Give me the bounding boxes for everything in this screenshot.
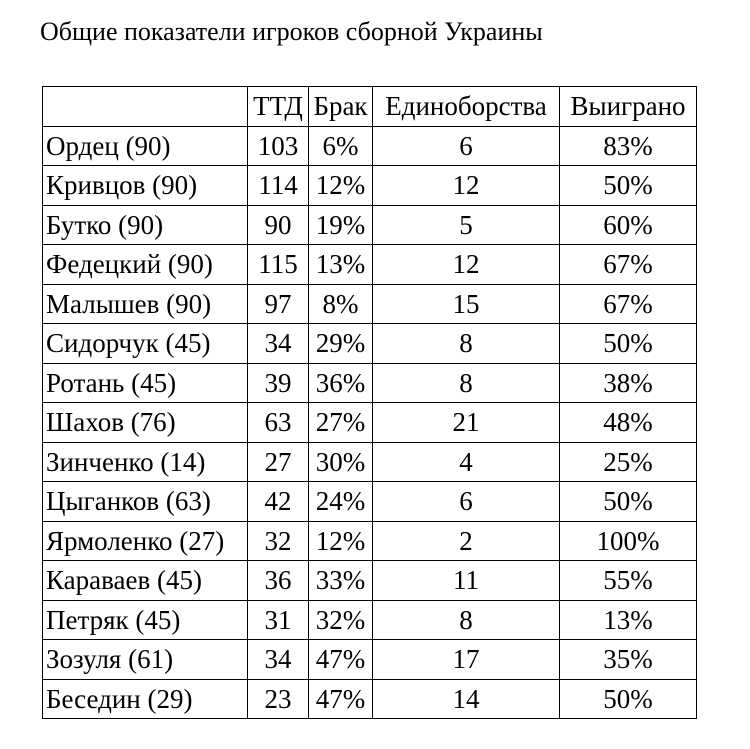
- brak-cell: 13%: [309, 245, 373, 285]
- table-header-row: [43, 87, 697, 127]
- player-name-cell: Сидорчук (45): [43, 324, 248, 364]
- duels-cell: 14: [373, 679, 560, 719]
- ttd-cell: 34: [248, 324, 309, 364]
- ttd-cell: 34: [248, 640, 309, 680]
- ttd-cell: 115: [248, 245, 309, 285]
- won-cell: 55%: [560, 561, 697, 601]
- table-row: [43, 679, 697, 719]
- player-name-cell: Зинченко (14): [43, 442, 248, 482]
- table-row: [43, 245, 697, 285]
- table-row: [43, 600, 697, 640]
- table-row: [43, 561, 697, 601]
- won-cell: 60%: [560, 205, 697, 245]
- header-ttd: ТТД: [248, 87, 309, 127]
- player-name-cell: Малышев (90): [43, 284, 248, 324]
- table-row: [43, 403, 697, 443]
- brak-cell: 19%: [309, 205, 373, 245]
- table-row: [43, 324, 697, 364]
- player-name-cell: Бутко (90): [43, 205, 248, 245]
- player-name-cell: Кривцов (90): [43, 166, 248, 206]
- player-name-cell: Ярмоленко (27): [43, 521, 248, 561]
- won-cell: 38%: [560, 363, 697, 403]
- brak-cell: 47%: [309, 679, 373, 719]
- brak-cell: 47%: [309, 640, 373, 680]
- brak-cell: 12%: [309, 521, 373, 561]
- table-row: [43, 482, 697, 522]
- brak-cell: 30%: [309, 442, 373, 482]
- table-row: [43, 521, 697, 561]
- header-duels: Единоборства: [373, 87, 560, 127]
- ttd-cell: 97: [248, 284, 309, 324]
- duels-cell: 6: [373, 126, 560, 166]
- ttd-cell: 27: [248, 442, 309, 482]
- duels-cell: 4: [373, 442, 560, 482]
- player-name-cell: Беседин (29): [43, 679, 248, 719]
- duels-cell: 6: [373, 482, 560, 522]
- duels-cell: 17: [373, 640, 560, 680]
- won-cell: 50%: [560, 166, 697, 206]
- brak-cell: 36%: [309, 363, 373, 403]
- ttd-cell: 31: [248, 600, 309, 640]
- player-name-cell: Цыганков (63): [43, 482, 248, 522]
- brak-cell: 12%: [309, 166, 373, 206]
- ttd-cell: 90: [248, 205, 309, 245]
- brak-cell: 32%: [309, 600, 373, 640]
- duels-cell: 12: [373, 245, 560, 285]
- table-row: [43, 284, 697, 324]
- player-name-cell: Ротань (45): [43, 363, 248, 403]
- player-name-cell: Ордец (90): [43, 126, 248, 166]
- ttd-cell: 42: [248, 482, 309, 522]
- brak-cell: 8%: [309, 284, 373, 324]
- ttd-cell: 63: [248, 403, 309, 443]
- table-row: [43, 166, 697, 206]
- header-player: [43, 87, 248, 127]
- brak-cell: 6%: [309, 126, 373, 166]
- duels-cell: 5: [373, 205, 560, 245]
- ttd-cell: 36: [248, 561, 309, 601]
- won-cell: 67%: [560, 284, 697, 324]
- duels-cell: 21: [373, 403, 560, 443]
- duels-cell: 8: [373, 363, 560, 403]
- duels-cell: 8: [373, 324, 560, 364]
- won-cell: 48%: [560, 403, 697, 443]
- player-name-cell: Шахов (76): [43, 403, 248, 443]
- brak-cell: 29%: [309, 324, 373, 364]
- won-cell: 83%: [560, 126, 697, 166]
- ttd-cell: 103: [248, 126, 309, 166]
- header-brak: Брак: [309, 87, 373, 127]
- player-stats-table: [42, 86, 697, 719]
- ttd-cell: 114: [248, 166, 309, 206]
- duels-cell: 12: [373, 166, 560, 206]
- won-cell: 35%: [560, 640, 697, 680]
- player-name-cell: Караваев (45): [43, 561, 248, 601]
- duels-cell: 8: [373, 600, 560, 640]
- page-title: Общие показатели игроков сборной Украины: [40, 17, 543, 46]
- duels-cell: 11: [373, 561, 560, 601]
- won-cell: 25%: [560, 442, 697, 482]
- won-cell: 50%: [560, 324, 697, 364]
- won-cell: 13%: [560, 600, 697, 640]
- ttd-cell: 32: [248, 521, 309, 561]
- ttd-cell: 23: [248, 679, 309, 719]
- table-row: [43, 442, 697, 482]
- table-row: [43, 126, 697, 166]
- won-cell: 67%: [560, 245, 697, 285]
- won-cell: 100%: [560, 521, 697, 561]
- brak-cell: 24%: [309, 482, 373, 522]
- player-name-cell: Зозуля (61): [43, 640, 248, 680]
- won-cell: 50%: [560, 679, 697, 719]
- duels-cell: 2: [373, 521, 560, 561]
- brak-cell: 33%: [309, 561, 373, 601]
- brak-cell: 27%: [309, 403, 373, 443]
- player-name-cell: Федецкий (90): [43, 245, 248, 285]
- header-won: Выиграно: [560, 87, 697, 127]
- table-row: [43, 205, 697, 245]
- won-cell: 50%: [560, 482, 697, 522]
- duels-cell: 15: [373, 284, 560, 324]
- ttd-cell: 39: [248, 363, 309, 403]
- table-row: [43, 640, 697, 680]
- table-row: [43, 363, 697, 403]
- player-name-cell: Петряк (45): [43, 600, 248, 640]
